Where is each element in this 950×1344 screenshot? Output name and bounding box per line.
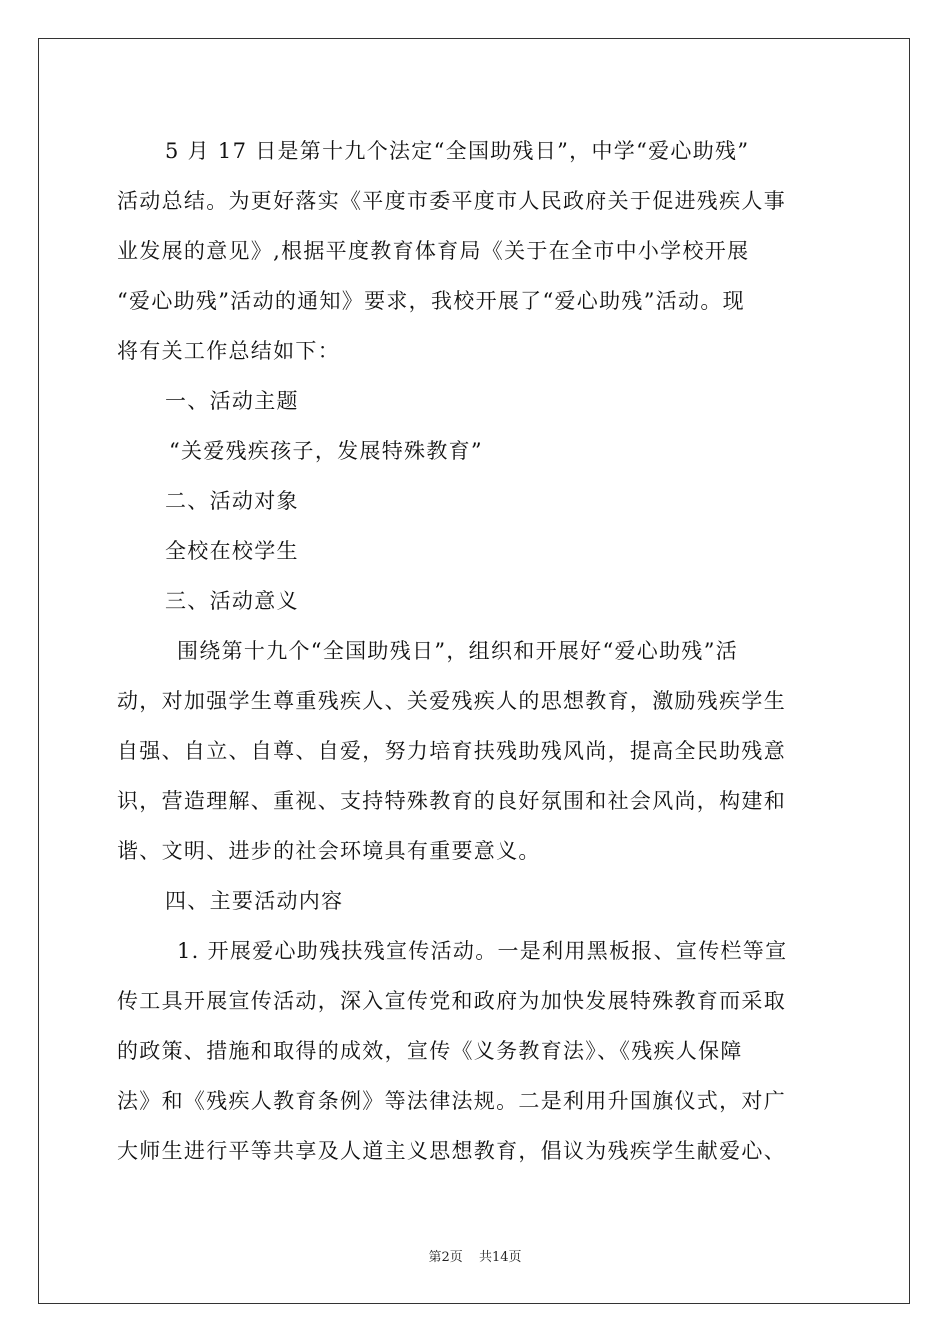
paragraph-line: 自强、自立、自尊、自爱，努力培育扶残助残风尚，提高全民助残意 (117, 739, 786, 763)
document-body (117, 126, 834, 1176)
paragraph-line: 识，营造理解、重视、支持特殊教育的良好氛围和社会风尚，构建和 (117, 789, 786, 813)
paragraph-line: 法》和《残疾人教育条例》等法律法规。二是利用升国旗仪式，对广 (117, 1089, 786, 1113)
paragraph-line: 1. 开展爱心助残扶残宣传活动。一是利用黑板报、宣传栏等宣 (177, 939, 788, 963)
section-heading: 三、活动意义 (165, 589, 299, 613)
page-total: 共14页 (478, 1250, 522, 1265)
section-heading: 一、活动主题 (165, 389, 299, 413)
paragraph-line: 5 月 17 日是第十九个法定“全国助残日”，中学“爱心助残” (165, 139, 750, 163)
paragraph-line: 将有关工作总结如下： (117, 339, 340, 363)
section-heading: 四、主要活动内容 (165, 889, 344, 913)
paragraph-line: 业发展的意见》,根据平度教育体育局《关于在全市中小学校开展 (117, 239, 750, 263)
page-number: 第2页 (428, 1250, 463, 1265)
paragraph-line: 全校在校学生 (165, 539, 299, 563)
paragraph-line: “关爱残疾孩子，发展特殊教育” (169, 439, 483, 463)
paragraph-line: 活动总结。为更好落实《平度市委平度市人民政府关于促进残疾人事 (117, 189, 786, 213)
paragraph-line: 谐、文明、进步的社会环境具有重要意义。 (117, 839, 541, 863)
page-footer (0, 1246, 950, 1265)
paragraph-line: 动，对加强学生尊重残疾人、关爱残疾人的思想教育，激励残疾学生 (117, 689, 786, 713)
paragraph-line: “爱心助残”活动的通知》要求，我校开展了“爱心助残”活动。现 (117, 289, 745, 313)
section-heading: 二、活动对象 (165, 489, 299, 513)
paragraph-line: 围绕第十九个“全国助残日”，组织和开展好“爱心助残”活 (177, 639, 739, 663)
paragraph-line: 传工具开展宣传活动，深入宣传党和政府为加快发展特殊教育而采取 (117, 989, 786, 1013)
paragraph-line: 大师生进行平等共享及人道主义思想教育，倡议为残疾学生献爱心、 (117, 1139, 786, 1163)
paragraph-line: 的政策、措施和取得的成效，宣传《义务教育法》、《残疾人保障 (117, 1039, 743, 1063)
